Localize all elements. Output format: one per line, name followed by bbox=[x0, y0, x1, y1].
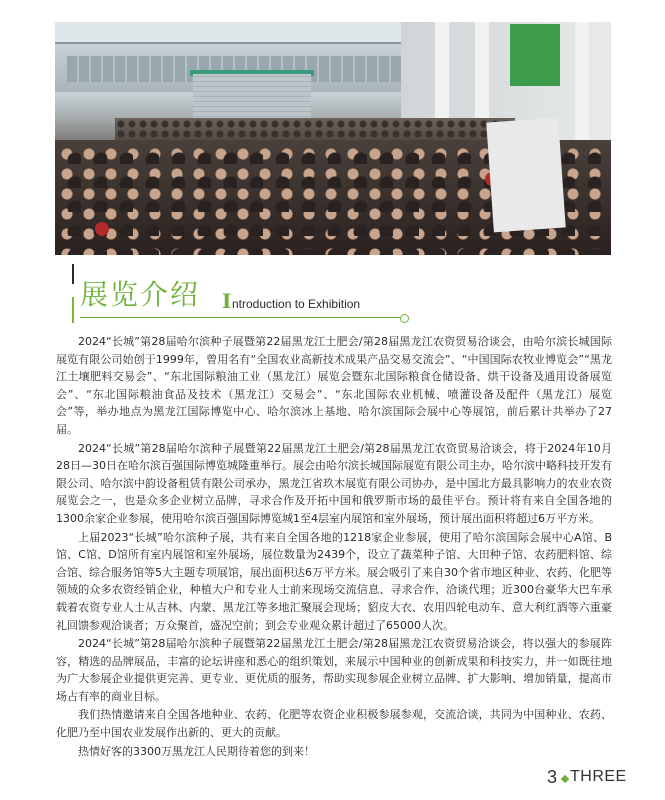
photo-green-sign bbox=[510, 24, 560, 86]
section-title-en: ntroduction to Exhibition bbox=[232, 297, 361, 311]
heading-bar-top bbox=[72, 264, 74, 284]
section-title-cn: 展览介绍 bbox=[80, 278, 201, 311]
paragraph-2023-review: 上届2023“长城”哈尔滨种子展，共有来自全国各地的1218家企业参展，使用了哈尔滨国际会展中心A馆、B馆、C馆、D馆所有室内展馆和室外展场，展位数量为2439个，设立了蔬菜种子馆、大田种子馆、农药肥料馆、综合馆、综合服务馆等5大主题专项展馆，展出面积达6万平方米。展会吸引了来自30个省市地区种业、农药、化肥等领域的众多农资经销企业，种植大户和专业人士前来现场交流信息、寻求合作、洽谈代理；近300台豪华大巴车承载着农资专业人士从吉林、内蒙、黑龙江等多地汇聚展会现场；貂皮大衣、农用四轮电动车、意大利红酒等六重豪礼回馈参观洽谈者；万众聚首，盛况空前；到会专业观众累计超过了65000人次。 bbox=[56, 530, 612, 632]
paragraph-invitation: 我们热情邀请来自全国各地种业、农药、化肥等农资企业积极参展参观，交流洽谈，共同为中国种业、农药、化肥乃至中国农业发展作出新的、更大的贡献。 bbox=[56, 708, 612, 740]
heading-bar-bottom bbox=[72, 297, 74, 323]
exhibition-crowd-photo bbox=[55, 22, 611, 255]
page-number: 3 bbox=[547, 767, 558, 787]
section-title-en-initial: I bbox=[222, 289, 232, 313]
heading-underline bbox=[80, 317, 400, 318]
photo-pillar bbox=[575, 22, 589, 142]
heading-underline-dot bbox=[400, 314, 409, 323]
paragraph-goals: 2024“长城”第28届哈尔滨种子展暨第22届黑龙江土肥会/第28届黑龙江农资贸易洽谈会，将以强大的参展阵容，精选的品牌展品，丰富的论坛讲座和悉心的组织策划，来展示中国种业的创新成果和科技实力，并一如既往地为广大参展企业提供更完善、更专业、更优质的服务，帮助实现参展企业树立品牌、扩大影响、增加销量，提高市场占有率的商业目标。 bbox=[56, 637, 612, 703]
photo-red-hat bbox=[95, 222, 109, 236]
page-number-diamond bbox=[561, 775, 569, 783]
paragraph-history: 2024“长城”第28届哈尔滨种子展暨第22届黑龙江土肥会/第28届黑龙江农资贸易洽谈会，由哈尔滨长城国际展览有限公司始创于1999年，曾用名有“全国农业高新技术成果产品交易交流会”、“中国国际农牧业博览会”“黑龙江土壤肥料交易会”、“东北国际粮油工业（黑龙江）展览会暨东北国际粮食仓储设备、烘干设备及通用设备展览会”、“东北国际粮油食品及技术（黑龙江）交易会”、“东北国际农业机械、喷灌设备及配件（黑龙江）展览会”等，举办地点为黑龙江国际博览中心、哈尔滨冰上基地、哈尔滨国际会展中心等展馆，前后累计共举办了27届。 bbox=[56, 335, 612, 436]
paragraph-2024-event: 2024“长城”第28届哈尔滨种子展暨第22届黑龙江土肥会/第28届黑龙江农资贸易洽谈会，将于2024年10月28日—30日在哈尔滨百强国际博览城隆重举行。展会由哈尔滨长城国际展览有限公司主办，哈尔滨中略科技开发有限公司、哈尔滨中韵设备租赁有限公司承办，黑龙江省玖木展览有限公司协办，是中国北方最具影响力的农业农资展览会之一，也是众多企业树立品牌，寻求合作及开拓中国和俄罗斯市场的最佳平台。预计将有来自全国各地的1300余家企业参展，使用哈尔滨百强国际博览城1至4层室内展馆和室外展场，预计展出面积将超过6万平方米。 bbox=[56, 441, 612, 525]
photo-white-sign bbox=[486, 118, 565, 233]
paragraph-welcome: 热情好客的3300万黑龙江人民期待着您的到来！ bbox=[78, 744, 315, 758]
page-number-word: THREE bbox=[570, 768, 627, 785]
article-body bbox=[56, 333, 612, 761]
